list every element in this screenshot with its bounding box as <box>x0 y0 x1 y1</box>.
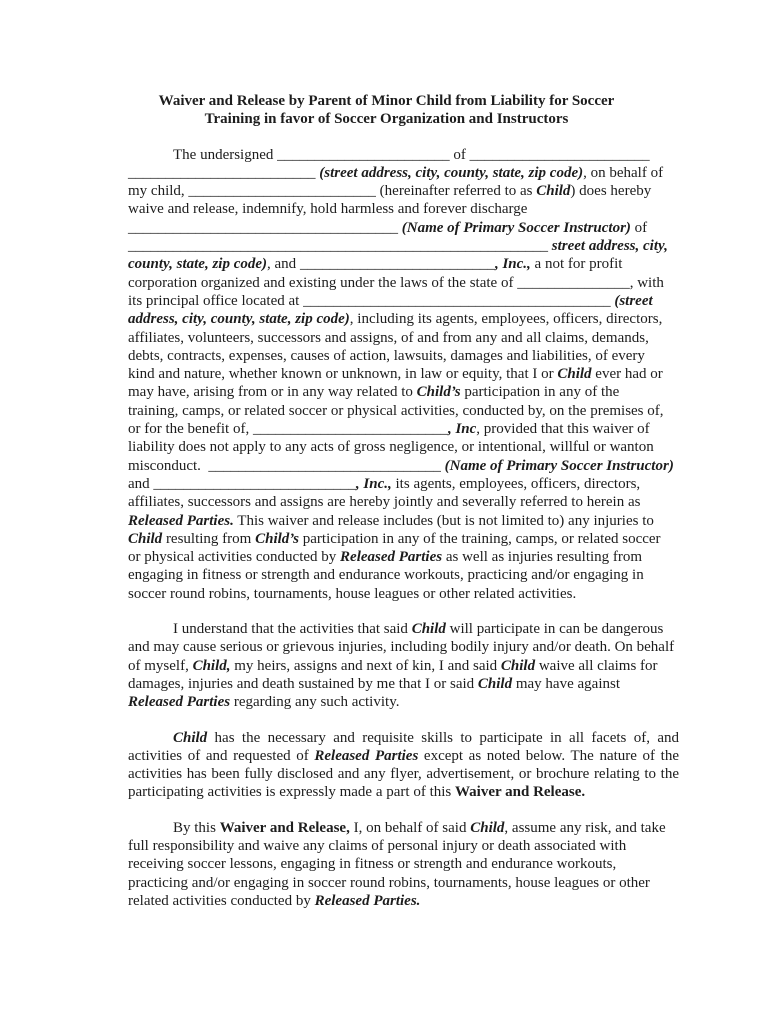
text-line <box>128 383 679 401</box>
text-line <box>128 200 679 218</box>
document-title-line-1: Waiver and Release by Parent of Minor Child from Liability for Soccer <box>158 93 615 109</box>
text-line <box>128 146 679 164</box>
text-segment: related activities conducted by <box>128 892 315 909</box>
paragraph-assumption-of-risk <box>128 819 679 910</box>
text-segment: regarding any such activity. <box>230 694 400 711</box>
text-segment: street address, city, <box>551 238 668 255</box>
text-line <box>128 837 679 855</box>
text-segment: Released Parties <box>314 747 419 764</box>
text-segment: By this <box>173 819 220 836</box>
fill-in-blank: _______________________ <box>277 146 450 163</box>
text-line <box>128 365 679 383</box>
text-segment: soccer round robins, tournaments, house leagues or other related activities. <box>128 585 577 602</box>
text-segment: Released Parties <box>128 694 231 711</box>
document-body-wrapper <box>128 92 679 927</box>
text-segment: or for the benefit of, <box>128 421 253 438</box>
text-segment: participation in any of the training, camps, or related soccer <box>299 530 661 547</box>
text-segment: ever had or <box>591 366 663 383</box>
text-line <box>128 475 679 493</box>
text-segment: , assume any risk, and take <box>504 819 666 836</box>
text-line <box>128 512 679 530</box>
document-body <box>128 146 679 911</box>
text-segment: Child’s <box>416 384 461 401</box>
text-segment: , Inc., <box>494 256 531 273</box>
text-segment: (street <box>614 292 653 309</box>
text-line <box>128 566 679 584</box>
text-segment: receiving soccer lessons, engaging in fitness or strength and endurance workouts, <box>128 856 617 873</box>
text-segment: affiliates, successors and assigns are hereby jointly and severally referred to herein as <box>128 494 641 511</box>
text-segment: , provided that this waiver of <box>476 421 650 438</box>
text-segment: Child, <box>192 657 231 674</box>
fill-in-blank: ___________________________ <box>153 475 356 492</box>
text-line <box>128 329 679 347</box>
text-line <box>128 347 679 365</box>
text-line <box>128 585 679 603</box>
fill-in-blank: _________________________ <box>128 164 316 181</box>
text-segment: Child <box>470 819 505 836</box>
text-segment: and <box>128 475 154 492</box>
text-line <box>128 182 679 200</box>
text-segment: , on behalf of <box>583 164 664 181</box>
text-segment: will participate in can be dangerous <box>445 621 664 638</box>
text-line <box>128 402 679 420</box>
document-title-line-2: Training in favor of Soccer Organization and Instructors <box>204 111 569 128</box>
text-segment: Waiver and Release. <box>455 784 586 801</box>
text-line <box>128 693 679 711</box>
text-segment: and may cause serious or grievous injuries, including bodily injury and/or death. On behalf <box>128 639 675 656</box>
text-line <box>128 255 679 273</box>
text-segment: of <box>449 146 470 163</box>
text-segment: , including its agents, employees, officers, directors, <box>349 311 663 328</box>
text-segment: damages, injuries and death sustained by me that I or said <box>128 675 478 692</box>
fill-in-blank: ____________________________________ <box>128 219 398 236</box>
text-segment: except as noted below. The nature of the <box>418 747 679 764</box>
text-segment: , Inc., <box>355 475 392 492</box>
text-segment: activities has been fully disclosed and any flyer, advertisement, or brochure relating to the <box>128 766 679 783</box>
text-segment: participation in any of the <box>460 384 620 401</box>
text-segment: (street address, city, county, state, zip code) <box>319 164 584 181</box>
text-segment: , with <box>629 274 664 291</box>
text-segment: waive all claims for <box>535 657 658 674</box>
fill-in-blank: _______________________________ <box>208 457 441 474</box>
text-segment: Child <box>500 657 536 674</box>
text-segment: Child <box>536 183 571 200</box>
text-segment: of <box>630 219 648 236</box>
fill-in-blank: _________________________ <box>188 183 376 200</box>
fill-in-blank: ________________________________________________________ <box>128 238 548 255</box>
text-line <box>128 457 679 475</box>
text-segment: kind and nature, whether known or unknown, in law or equity, that I or <box>128 366 558 383</box>
text-segment: my child, <box>128 183 189 200</box>
text-segment: corporation organized and existing under the laws of the state of <box>128 274 518 291</box>
text-line <box>128 783 679 801</box>
text-line <box>128 219 679 237</box>
text-segment: Child <box>477 675 513 692</box>
paragraph-opening-release <box>128 146 679 603</box>
text-segment: my heirs, assigns and next of kin, I and said <box>230 657 501 674</box>
text-segment: of myself, <box>128 657 193 674</box>
text-segment: may have against <box>512 675 620 692</box>
text-line <box>128 620 679 638</box>
text-segment: training, camps, or related soccer or physical activities, conducted by, on the premises of, <box>128 402 664 419</box>
text-line <box>128 892 679 910</box>
text-segment: misconduct. <box>128 457 209 474</box>
text-segment: liability does not apply to any acts of gross negligence, or intentional, willful or wanton <box>128 439 654 456</box>
text-segment: may have, arising from or in any way related to <box>128 384 417 401</box>
fill-in-blank: _______________ <box>517 274 630 291</box>
text-segment: a not for profit <box>530 256 623 273</box>
text-segment: engaging in fitness or strength and endurance workouts, practicing and/or engaging in <box>128 567 644 584</box>
text-segment: practicing and/or engaging in soccer round robins, tournaments, house leagues or other <box>128 874 650 891</box>
text-segment: as well as injuries resulting from <box>442 549 643 566</box>
text-segment: Child <box>557 366 592 383</box>
fill-in-blank: __________________________ <box>299 256 495 273</box>
text-segment: Child <box>411 621 446 638</box>
document-title <box>128 92 645 129</box>
text-segment: its principal office located at <box>128 292 304 309</box>
text-segment: participating activities is expressly made a part of this <box>128 784 455 801</box>
text-line <box>128 855 679 873</box>
text-line <box>128 729 679 747</box>
text-segment: address, city, county, state, zip code) <box>128 311 350 328</box>
text-segment: This waiver and release includes (but is not limited to) any injuries to <box>233 512 654 529</box>
text-segment: has the necessary and requisite skills to participate in all facets of, and <box>207 729 679 746</box>
text-line <box>128 438 679 456</box>
text-segment: The undersigned <box>173 146 278 163</box>
paragraph-danger-acknowledgment <box>128 620 679 711</box>
text-segment: (Name of Primary Soccer Instructor) <box>401 219 631 236</box>
text-line <box>128 420 679 438</box>
text-line <box>128 493 679 511</box>
text-line <box>128 292 679 310</box>
text-segment: or physical activities conducted by <box>128 549 341 566</box>
text-line <box>128 657 679 675</box>
text-segment: ) does hereby <box>570 183 652 200</box>
text-line <box>128 548 679 566</box>
text-segment: activities of and requested of <box>128 747 315 764</box>
text-segment: Child <box>128 530 163 547</box>
text-segment: I understand that the activities that said <box>173 621 412 638</box>
text-segment: its agents, employees, officers, directors, <box>391 475 641 492</box>
fill-in-blank: __________________________ <box>252 421 448 438</box>
text-line <box>128 530 679 548</box>
text-segment: Child <box>173 729 208 746</box>
fill-in-blank: ________________________ <box>469 146 650 163</box>
text-segment: (Name of Primary Soccer Instructor) <box>444 457 674 474</box>
text-segment: Released Parties. <box>314 892 421 909</box>
text-segment: county, state, zip code) <box>128 256 268 273</box>
text-line <box>128 310 679 328</box>
text-line <box>128 747 679 765</box>
text-line <box>128 638 679 656</box>
text-segment: Released Parties <box>340 549 443 566</box>
paragraph-requisite-skills <box>128 729 679 802</box>
fill-in-blank: _________________________________________ <box>303 292 611 309</box>
text-segment: waive and release, indemnify, hold harmless and forever discharge <box>128 201 528 218</box>
text-segment: Child’s <box>255 530 299 547</box>
text-line <box>128 874 679 892</box>
text-line <box>128 237 679 255</box>
text-line <box>128 819 679 837</box>
text-segment: debts, contracts, expenses, causes of action, lawsuits, damages and liabilities, of every <box>128 347 645 364</box>
text-segment: (hereinafter referred to as <box>375 183 537 200</box>
text-segment: full responsibility and waive any claims of personal injury or death associated with <box>128 837 627 854</box>
text-line <box>128 765 679 783</box>
text-line <box>128 164 679 182</box>
text-segment: affiliates, volunteers, successors and assigns, of and from any and all claims, demands, <box>128 329 649 346</box>
text-segment: , and <box>267 256 300 273</box>
text-segment: Released Parties. <box>128 512 234 529</box>
text-segment: I, on behalf of said <box>349 819 471 836</box>
text-segment: Waiver and Release, <box>219 819 350 836</box>
text-segment: , Inc <box>447 421 477 438</box>
text-line <box>128 675 679 693</box>
text-segment: resulting from <box>162 530 256 547</box>
text-line <box>128 274 679 292</box>
